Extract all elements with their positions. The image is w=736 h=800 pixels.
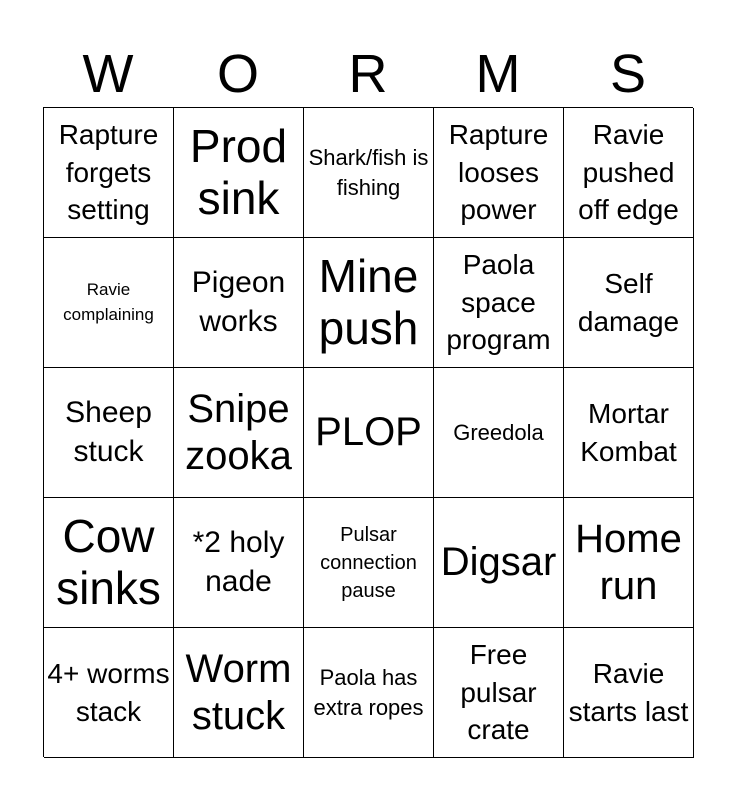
- bingo-cell[interactable]: [434, 108, 564, 238]
- bingo-cell-label: Greedola: [453, 419, 544, 445]
- bingo-cell[interactable]: [174, 238, 304, 368]
- bingo-cell[interactable]: [434, 498, 564, 628]
- bingo-cell-label: Pigeon works: [191, 266, 286, 338]
- bingo-cell[interactable]: [564, 368, 694, 498]
- bingo-cell[interactable]: [434, 628, 564, 758]
- bingo-cell[interactable]: [44, 108, 174, 238]
- header-letter: W: [82, 44, 134, 104]
- bingo-cell-label: Paola has extra ropes: [313, 664, 424, 720]
- bingo-board: [43, 107, 693, 757]
- bingo-cell[interactable]: [434, 238, 564, 368]
- bingo-cell-label: Home run: [575, 516, 682, 608]
- bingo-cell[interactable]: [174, 108, 304, 238]
- bingo-cell-label: Ravie complaining: [63, 279, 154, 324]
- bingo-cell-label: 4+ worms stack: [47, 657, 170, 727]
- bingo-cell-label: Mine push: [318, 249, 419, 354]
- bingo-cell-label: Cow sinks: [56, 509, 161, 614]
- bingo-cell[interactable]: [564, 498, 694, 628]
- bingo-cell[interactable]: [174, 498, 304, 628]
- header-letter: M: [475, 44, 521, 104]
- bingo-cell[interactable]: [304, 368, 434, 498]
- header-letter: O: [216, 44, 259, 104]
- bingo-cell-label: Rapture forgets setting: [58, 118, 159, 226]
- bingo-cell[interactable]: [564, 628, 694, 758]
- bingo-cell-label: Rapture looses power: [448, 118, 549, 226]
- bingo-cell[interactable]: [304, 498, 434, 628]
- bingo-cell-label: PLOP: [315, 410, 422, 455]
- bingo-cell[interactable]: [44, 368, 174, 498]
- bingo-cell-label: Paola space program: [446, 248, 551, 356]
- bingo-cell[interactable]: [174, 628, 304, 758]
- bingo-cell[interactable]: [44, 498, 174, 628]
- bingo-cell[interactable]: [44, 628, 174, 758]
- bingo-cell-label: *2 holy nade: [192, 526, 285, 598]
- bingo-cell-label: Ravie pushed off edge: [578, 118, 679, 226]
- bingo-cell[interactable]: [564, 238, 694, 368]
- bingo-cell[interactable]: [174, 368, 304, 498]
- header-letter: R: [348, 44, 388, 104]
- bingo-cell-label: Shark/fish is fishing: [308, 144, 429, 200]
- bingo-cell-label: Sheep stuck: [65, 396, 152, 468]
- header-letter: S: [609, 44, 647, 104]
- bingo-cell-label: Digsar: [440, 540, 557, 585]
- bingo-cell[interactable]: [564, 108, 694, 238]
- bingo-cell-label: Free pulsar crate: [460, 638, 537, 746]
- bingo-cell-label: Prod sink: [189, 119, 288, 224]
- bingo-cell-label: Self damage: [577, 267, 680, 337]
- bingo-cell-label: Ravie starts last: [568, 657, 689, 727]
- bingo-cell[interactable]: [44, 238, 174, 368]
- bingo-cell-label: Pulsar connection pause: [320, 523, 417, 602]
- bingo-cell-label: Snipe zooka: [185, 386, 292, 478]
- bingo-cell[interactable]: [304, 238, 434, 368]
- bingo-cell-label: Worm stuck: [185, 646, 292, 738]
- bingo-cell[interactable]: [304, 628, 434, 758]
- bingo-header: [43, 40, 693, 108]
- bingo-cell[interactable]: [434, 368, 564, 498]
- bingo-cell-label: Mortar Kombat: [580, 397, 677, 467]
- bingo-cell[interactable]: [304, 108, 434, 238]
